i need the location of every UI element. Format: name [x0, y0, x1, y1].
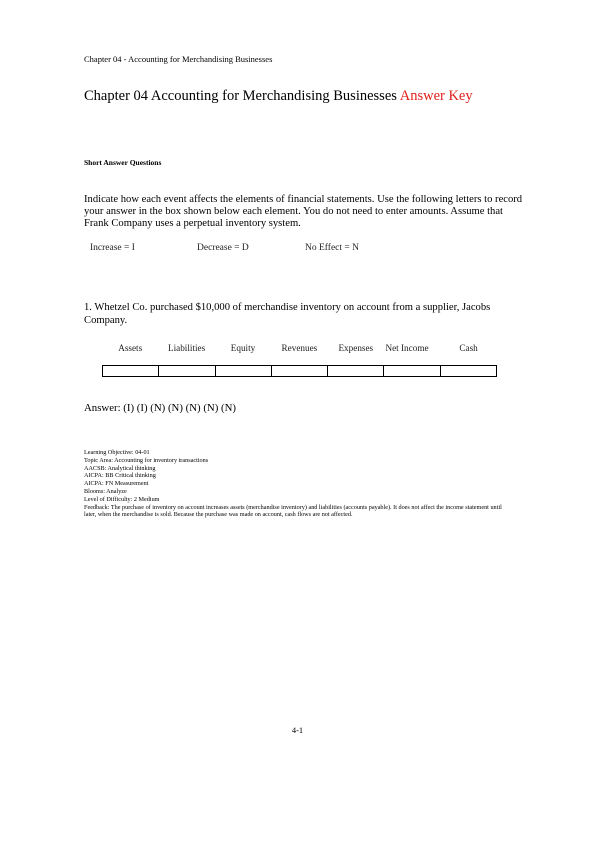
element-header-revenues: Revenues: [281, 343, 318, 353]
answer-box-liabilities[interactable]: [159, 366, 215, 376]
answer-key-label: Answer Key: [399, 88, 473, 104]
elements-table: [102, 343, 497, 365]
learning-objective: Learning Objective: 04-01: [84, 449, 150, 456]
element-header-liabilities: Liabilities: [167, 343, 206, 353]
answer-box-net-income[interactable]: [384, 366, 440, 376]
question-text: 1. Whetzel Co. purchased $10,000 of merchandise inventory on account from a supplier, Jacobs Company.: [84, 302, 491, 326]
answer-box-cash[interactable]: [441, 366, 496, 376]
topic-area: Topic Area: Accounting for inventory transactions: [84, 456, 209, 464]
legend-increase: Increase = I: [90, 243, 135, 253]
answer-box-expenses[interactable]: [328, 366, 384, 376]
page-number: 4-1: [291, 725, 304, 735]
section-heading: Short Answer Questions: [84, 158, 162, 167]
answer-box-assets[interactable]: [103, 366, 159, 376]
element-header-assets: Assets: [118, 343, 143, 353]
answer-text: Answer: (I) (I) (N) (N) (N) (N) (N): [84, 402, 236, 414]
chapter-title: [84, 88, 473, 105]
aacsb: AACSB: Analytical thinking: [84, 464, 156, 472]
element-header-equity: Equity: [230, 343, 256, 353]
feedback: Feedback: The purchase of inventory on account increases assets (merchandise inventory) and liabilities (accounts payable). It does not affect the income statement until later, when the merchandise is sold. Because the purchase was made on account, cash flows are not affected.: [84, 503, 502, 519]
aicpa-fn: AICPA: FN Measurement: [84, 480, 149, 488]
chapter-title-main: Chapter 04 Accounting for Merchandising Businesses: [84, 88, 397, 104]
running-header: Chapter 04 - Accounting for Merchandising Businesses: [84, 54, 273, 64]
answer-box-revenues[interactable]: [272, 366, 328, 376]
blooms: Blooms: Analyze: [84, 487, 127, 495]
question-metadata: [84, 449, 514, 519]
instructions: Indicate how each event affects the elements of financial statements. Use the following letters to record your answer in the box shown below each element. You do not need to enter amounts. Assume that Frank Company uses a perpetual inventory system.: [84, 194, 523, 229]
difficulty: Level of Difficulty: 2 Medium: [84, 495, 160, 503]
element-header-net-income: Net Income: [385, 343, 429, 353]
answer-box-equity[interactable]: [216, 366, 272, 376]
aicpa-bb: AICPA: BB Critical thinking: [84, 472, 156, 480]
elements-header-row: [102, 343, 497, 365]
legend-decrease: Decrease = D: [197, 243, 249, 253]
element-header-expenses: Expenses: [338, 343, 374, 353]
element-header-cash: Cash: [459, 343, 478, 353]
answer-boxes-row: [102, 365, 497, 377]
legend-no-effect: No Effect = N: [305, 243, 359, 253]
